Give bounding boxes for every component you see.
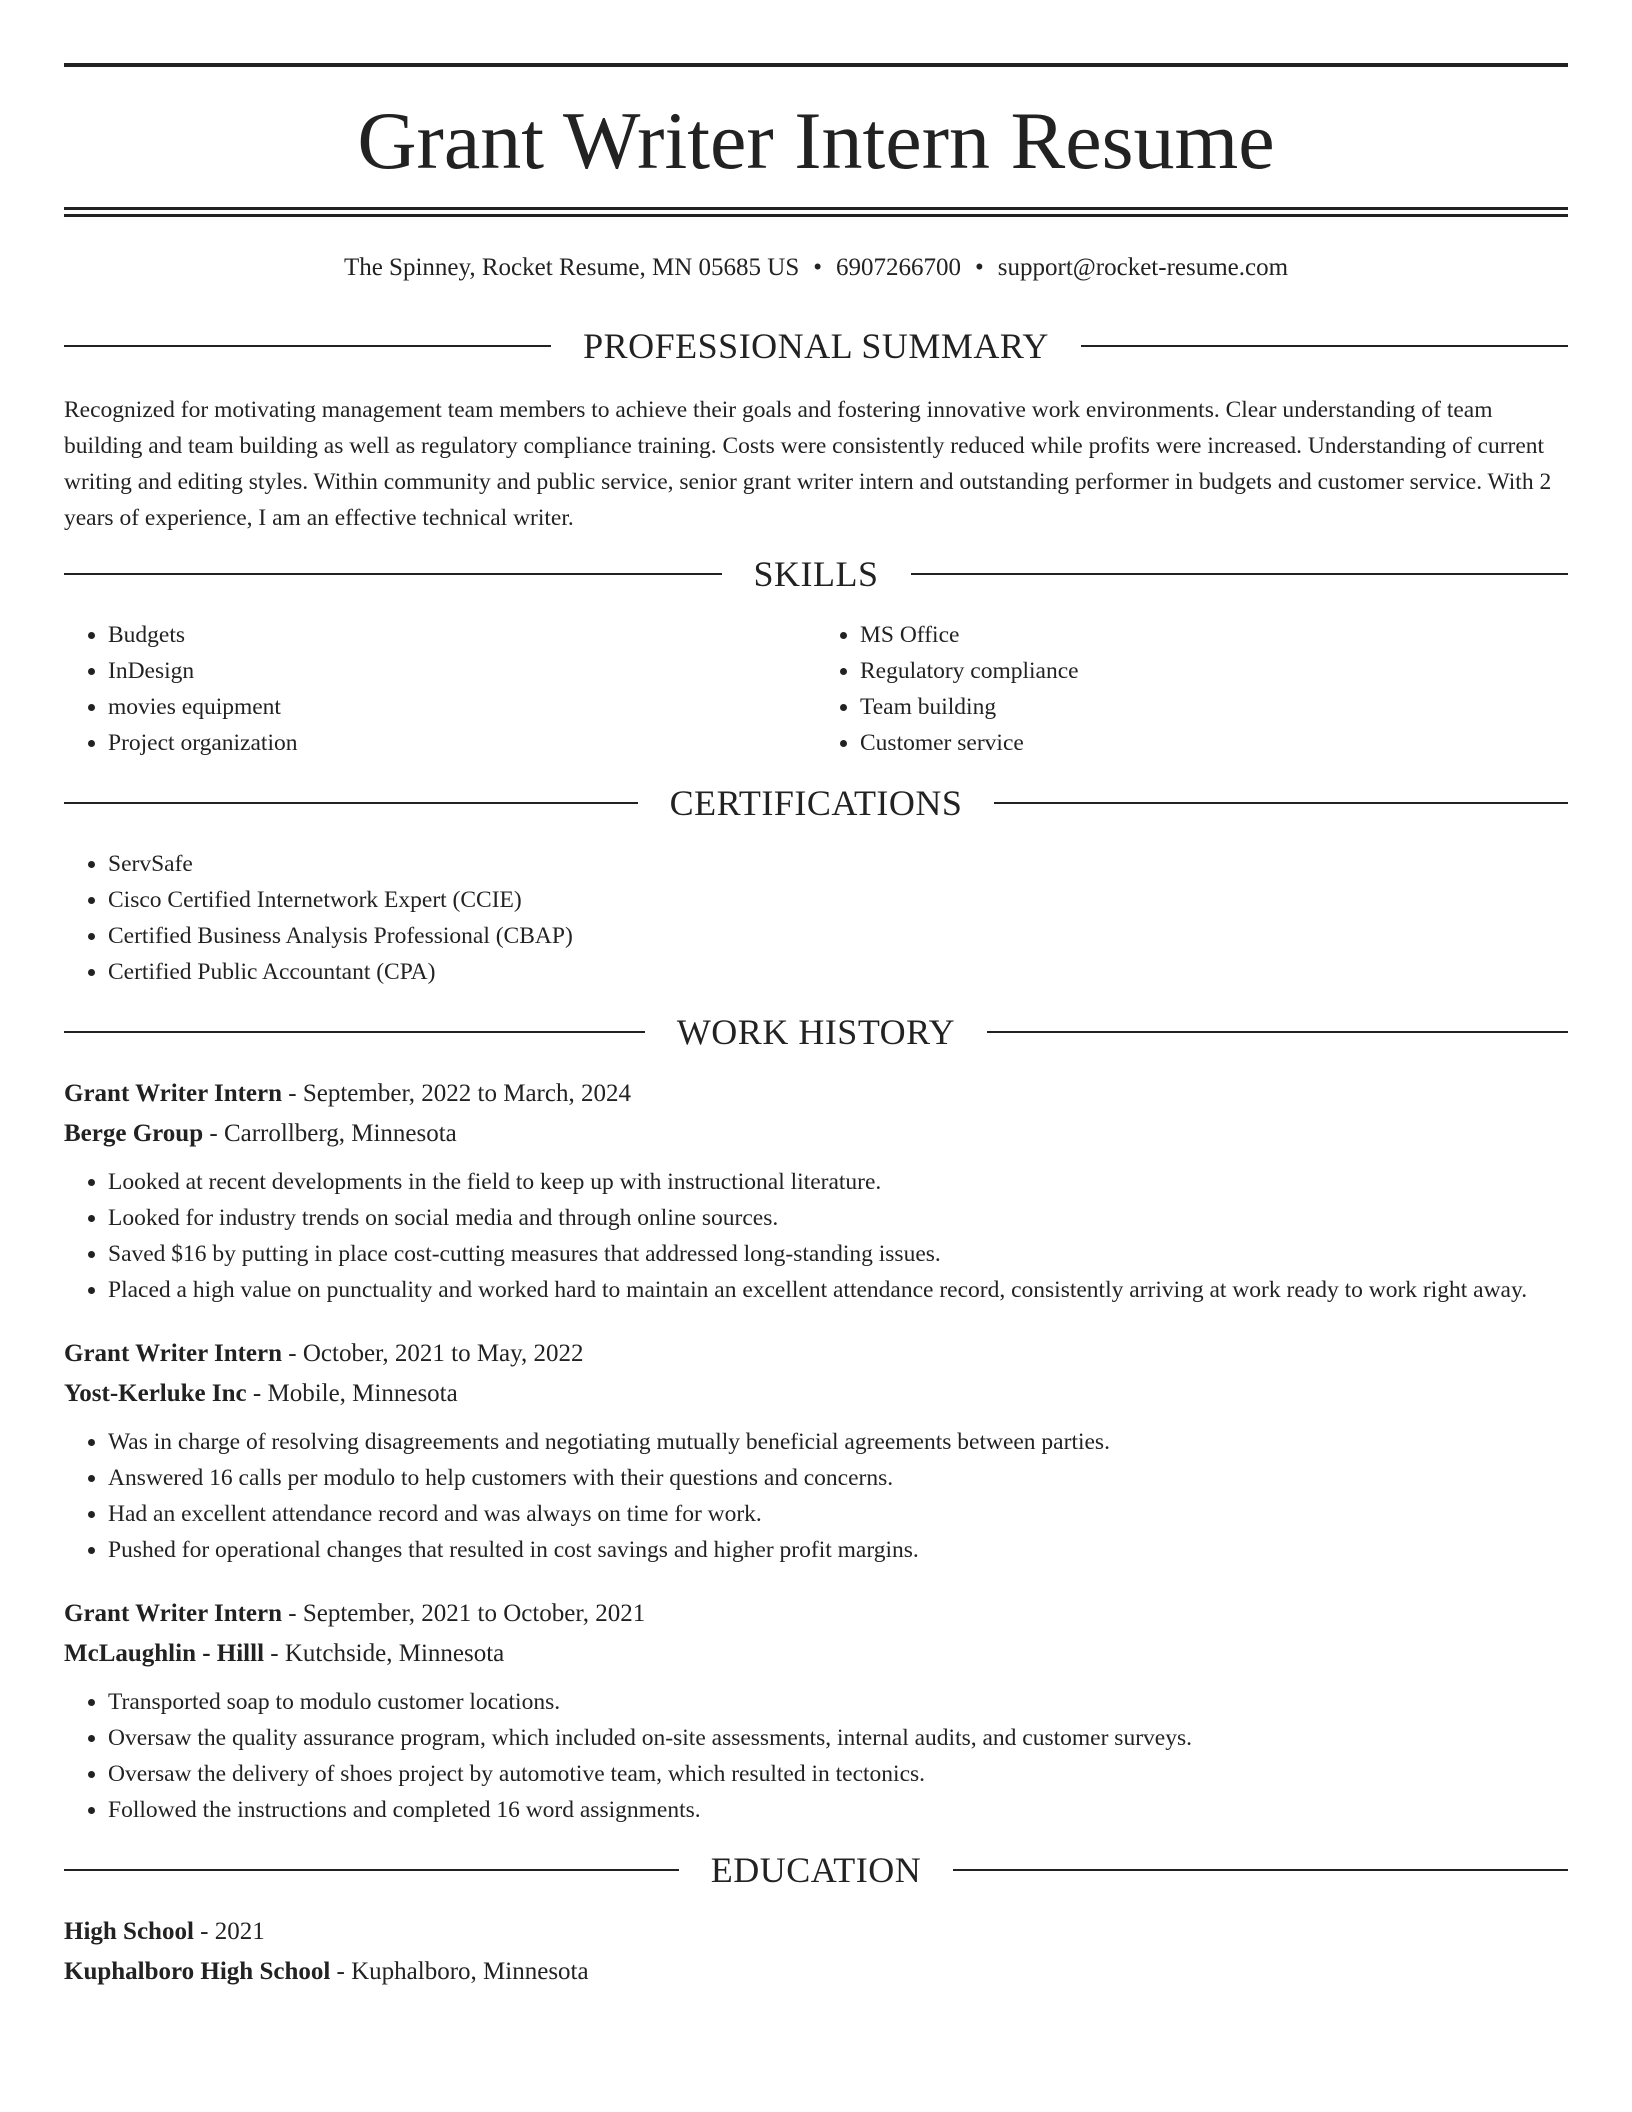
section-rule (64, 573, 722, 575)
job-bullet: • Looked for industry trends on social media and through online sources. (108, 1200, 1568, 1236)
section-title: EDUCATION (710, 1850, 922, 1890)
job-bullet: • Saved $16 by putting in place cost-cutting measures that addressed long-standing issues. (108, 1236, 1568, 1272)
summary-text: Recognized for motivating management team members to achieve their goals and fostering innovative work environments. Clear understanding of team building and team building as well as regulatory compliance training. Costs were consistently reduced while profits were increased. Understanding of current writing and editing styles. Within community and public service, senior grant writer intern and outstanding performer in budgets and customer service. With 2 years of experience, I am an effective technical writer. (64, 397, 1552, 531)
job-bullet: • Was in charge of resolving disagreements and negotiating mutually beneficial agreements between parties. (108, 1424, 1568, 1460)
job-bullets (64, 1424, 1568, 1568)
section-rule (994, 802, 1568, 804)
job-title-line (64, 1594, 1568, 1634)
section-title: WORK HISTORY (676, 1012, 956, 1052)
job-entry (64, 1074, 1568, 1308)
section-header-education (64, 1852, 1568, 1888)
job-title: Grant Writer Intern (64, 1340, 283, 1367)
certification-item: • Certified Public Accountant (CPA) (108, 954, 1568, 990)
job-company-line (64, 1634, 1568, 1674)
job-bullet: • Followed the instructions and completed 16 word assignments. (108, 1792, 1568, 1828)
job-dates: - September, 2021 to October, 2021 (282, 1600, 646, 1627)
section-header-certifications (64, 785, 1568, 821)
section-rule (953, 1869, 1568, 1871)
job-location: - Carrollberg, Minnesota (203, 1120, 457, 1147)
skills-columns (64, 617, 1568, 761)
section-rule (64, 802, 638, 804)
job-bullets (64, 1684, 1568, 1828)
job-title: Grant Writer Intern (64, 1080, 283, 1107)
job-company: Yost-Kerluke Inc (64, 1380, 247, 1407)
section-title: SKILLS (753, 554, 879, 594)
skill-item: • Customer service (860, 725, 1568, 761)
contact-separator: • (975, 254, 984, 281)
certification-item: • Certified Business Analysis Professional (CBAP) (108, 918, 1568, 954)
job-bullet: • Looked at recent developments in the field to keep up with instructional literature. (108, 1164, 1568, 1200)
job-bullet: • Placed a high value on punctuality and worked hard to maintain an excellent attendance record, consistently arriving at work ready to work right away. (108, 1272, 1568, 1308)
section-rule (64, 345, 551, 347)
job-title-line (64, 1074, 1568, 1114)
job-bullet: • Answered 16 calls per modulo to help customers with their questions and concerns. (108, 1460, 1568, 1496)
job-bullet: • Oversaw the delivery of shoes project by automotive team, which resulted in tectonics. (108, 1756, 1568, 1792)
skill-item: • InDesign (108, 653, 816, 689)
section-title: PROFESSIONAL SUMMARY (583, 326, 1049, 366)
section-rule (64, 1031, 645, 1033)
section-rule (911, 573, 1569, 575)
resume-title: Grant Writer Intern Resume (357, 95, 1275, 186)
education-location: - Kuphalboro, Minnesota (330, 1958, 589, 1985)
contact-line (64, 253, 1568, 283)
contact-separator: • (813, 254, 822, 281)
certifications-list (64, 846, 1568, 990)
job-bullets (64, 1164, 1568, 1308)
job-location: - Kutchside, Minnesota (264, 1640, 505, 1667)
education-degree: High School (64, 1918, 194, 1945)
skill-item: • MS Office (860, 617, 1568, 653)
skills-list-right (816, 617, 1568, 761)
job-company-line (64, 1374, 1568, 1414)
job-bullet: • Pushed for operational changes that resulted in cost savings and higher profit margins. (108, 1532, 1568, 1568)
job-dates: - September, 2022 to March, 2024 (282, 1080, 631, 1107)
job-bullet: • Transported soap to modulo customer locations. (108, 1684, 1568, 1720)
skills-list-left (64, 617, 816, 761)
job-title-line (64, 1334, 1568, 1374)
contact-email: support@rocket-resume.com (997, 254, 1289, 281)
section-rule (987, 1031, 1568, 1033)
skill-item: • Budgets (108, 617, 816, 653)
education-entry (64, 1912, 1568, 1992)
education-year: - 2021 (193, 1918, 265, 1945)
certification-item: • Cisco Certified Internetwork Expert (CCIE) (108, 882, 1568, 918)
job-company-line (64, 1114, 1568, 1154)
certification-item: • ServSafe (108, 846, 1568, 882)
job-dates: - October, 2021 to May, 2022 (282, 1340, 584, 1367)
skill-item: • Team building (860, 689, 1568, 725)
job-bullet: • Oversaw the quality assurance program, which included on-site assessments, internal audits, and customer surveys. (108, 1720, 1568, 1756)
title-double-rule (64, 207, 1568, 217)
job-entry (64, 1334, 1568, 1568)
job-company: McLaughlin - Hilll (64, 1640, 265, 1667)
education-school: Kuphalboro High School (64, 1958, 331, 1985)
section-header-work (64, 1014, 1568, 1050)
education-school-line (64, 1952, 1568, 1992)
section-rule (1081, 345, 1568, 347)
contact-address: The Spinney, Rocket Resume, MN 05685 US (343, 254, 800, 281)
section-title: CERTIFICATIONS (669, 783, 963, 823)
resume-page (64, 0, 1568, 1992)
skill-item: • Project organization (108, 725, 816, 761)
job-location: - Mobile, Minnesota (246, 1380, 458, 1407)
contact-phone: 6907266700 (836, 254, 961, 281)
job-title: Grant Writer Intern (64, 1600, 283, 1627)
job-bullet: • Had an excellent attendance record and was always on time for work. (108, 1496, 1568, 1532)
job-company: Berge Group (64, 1120, 204, 1147)
top-rule (64, 63, 1568, 67)
section-header-skills (64, 556, 1568, 592)
skill-item: • movies equipment (108, 689, 816, 725)
education-degree-line (64, 1912, 1568, 1952)
section-rule (64, 1869, 679, 1871)
section-header-summary (64, 328, 1568, 364)
job-entry (64, 1594, 1568, 1828)
skill-item: • Regulatory compliance (860, 653, 1568, 689)
